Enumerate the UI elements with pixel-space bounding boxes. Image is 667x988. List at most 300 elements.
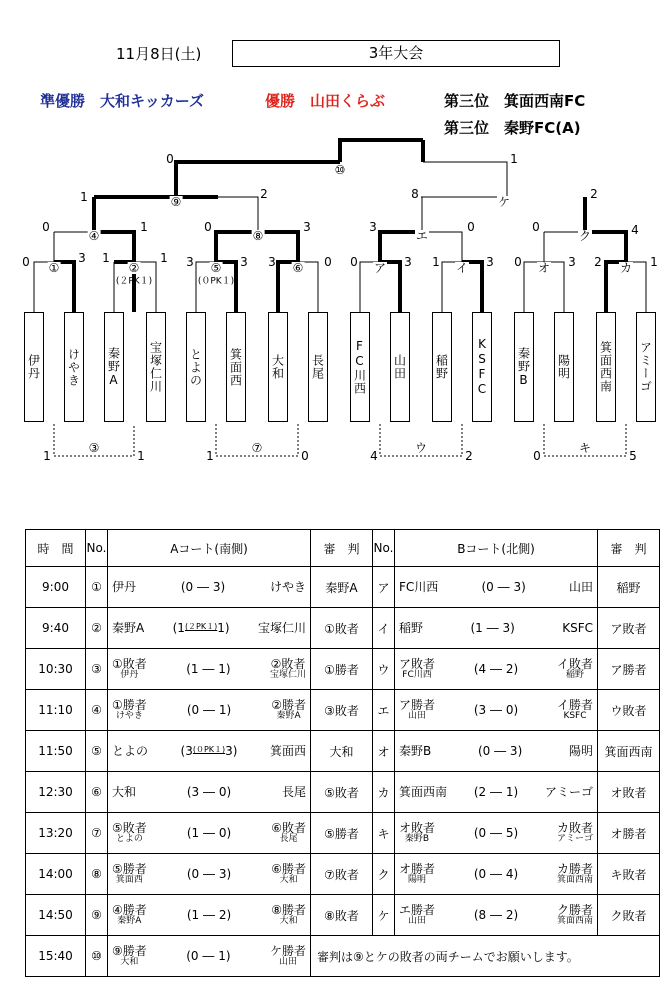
- header-time: 時 間: [26, 530, 86, 567]
- team-1: [112, 945, 147, 967]
- score-r1: 0: [350, 255, 358, 269]
- court-a-match: [108, 772, 311, 813]
- court-b-match: [395, 567, 598, 608]
- team-2-name: 宝塚仁川: [257, 620, 306, 635]
- team-1: [399, 904, 435, 926]
- header-no: No.: [86, 530, 108, 567]
- match-score: (1 ― 1): [186, 662, 231, 676]
- table-row: [26, 731, 660, 772]
- team-2-name: KSFC: [562, 620, 593, 635]
- court-b-match: [395, 731, 598, 772]
- table-header-row: [26, 530, 660, 567]
- referee-note: 審判は⑨とケの敗者の両チームでお願いします。: [311, 936, 660, 977]
- match-no-a: ③: [86, 649, 108, 690]
- team-1: [399, 786, 447, 799]
- team-box: 秦野B: [514, 312, 534, 422]
- team-2-sub: アミーゴ: [556, 834, 593, 844]
- date-label: 11月8日(土): [116, 45, 202, 63]
- match-score: (0 ― 1): [186, 949, 231, 963]
- match-score: (0 ― 3): [481, 580, 526, 594]
- team-2-sub: 長尾: [279, 834, 298, 844]
- team-box: 長尾: [308, 312, 328, 422]
- team-2: [569, 745, 593, 758]
- time-cell: 11:10: [26, 690, 86, 731]
- score-2: 0: [218, 785, 227, 799]
- score-r3: 1: [80, 190, 88, 204]
- court-b-match: [395, 813, 598, 854]
- score-cons: 0: [533, 449, 541, 463]
- team-2-name: ⑧勝者: [271, 903, 306, 917]
- match-no-b: ケ: [373, 895, 395, 936]
- court-b-match: [395, 895, 598, 936]
- team-1: [112, 699, 147, 721]
- team-1-sub: とよの: [115, 834, 143, 844]
- team-box: 山田: [390, 312, 410, 422]
- team-1-name: ⑨勝者: [112, 944, 147, 958]
- team-1-name: 秦野A: [112, 620, 145, 635]
- match-no-b: カ: [373, 772, 395, 813]
- team-2-name: カ敗者: [556, 821, 593, 835]
- score-r1: 2: [594, 255, 602, 269]
- score-r1: 1: [650, 255, 658, 269]
- match-no-b: ク: [373, 854, 395, 895]
- team-box: 箕面西: [226, 312, 246, 422]
- table-row: [26, 690, 660, 731]
- team-1-name: 秦野B: [399, 743, 432, 758]
- score-1: 0: [478, 826, 487, 840]
- score-r1: 0: [514, 255, 522, 269]
- score-cons: 2: [465, 449, 473, 463]
- score-r1: 3: [404, 255, 412, 269]
- header-court-b: Bコート(北側): [395, 530, 598, 567]
- referee-a: ①勝者: [311, 649, 373, 690]
- referee-b: ウ敗者: [598, 690, 660, 731]
- pk-note: (０PK１): [197, 276, 235, 287]
- header-ref-b: 審 判: [598, 530, 660, 567]
- team-2-sub: 箕面西南: [556, 875, 593, 885]
- match-line: [108, 699, 310, 721]
- match-line: [108, 785, 310, 799]
- team-box: 秦野A: [104, 312, 124, 422]
- match-line: [108, 744, 310, 758]
- match-line: [395, 699, 597, 721]
- referee-b: 箕面西南: [598, 731, 660, 772]
- score-1: 0: [478, 867, 487, 881]
- match-no-a: ⑥: [86, 772, 108, 813]
- team-1-name: ④勝者: [112, 903, 147, 917]
- court-a-match: [108, 936, 311, 977]
- court-a-match: [108, 731, 311, 772]
- court-a-match: [108, 854, 311, 895]
- match-node: カ: [619, 261, 633, 275]
- match-no-b: オ: [373, 731, 395, 772]
- team-2-sub: 箕面西南: [556, 916, 593, 926]
- team-1-name: ①勝者: [112, 698, 147, 712]
- match-line: [395, 904, 597, 926]
- match-node: ア: [373, 261, 387, 275]
- team-2-sub: 山田: [278, 957, 297, 967]
- score-cons: 4: [370, 449, 378, 463]
- team-2-name: カ勝者: [556, 862, 593, 876]
- team-1-sub: 山田: [408, 916, 427, 926]
- match-node: ウ: [414, 441, 428, 455]
- team-1-sub: FC川西: [402, 670, 432, 680]
- score-2: 2: [505, 908, 514, 922]
- match-line: [395, 744, 597, 758]
- team-1-name: とよの: [112, 743, 149, 758]
- team-box: けやき: [64, 312, 84, 422]
- match-node: ク: [578, 229, 592, 243]
- score-2: 1: [218, 662, 226, 676]
- score-r1: 3: [568, 255, 576, 269]
- score-2: 5: [505, 826, 514, 840]
- match-score: (8 ― 2): [473, 908, 519, 922]
- match-node: ①: [48, 261, 60, 275]
- score-2: 3: [225, 744, 233, 758]
- score-2: 1: [218, 703, 227, 717]
- team-2-name: ケ勝者: [269, 944, 306, 958]
- score-r2: 0: [204, 220, 212, 234]
- score-cons: 0: [301, 449, 309, 463]
- score-2: 3: [218, 867, 227, 881]
- team-1-name: ア敗者: [399, 657, 436, 671]
- score-2: 4: [505, 867, 514, 881]
- team-1-name: オ敗者: [399, 821, 436, 835]
- team-1-sub: 山田: [408, 711, 427, 721]
- team-2-sub: 大和: [279, 875, 298, 885]
- match-node: イ: [455, 261, 469, 275]
- score-2: 1: [218, 949, 226, 963]
- team-1-name: オ勝者: [399, 862, 436, 876]
- court-b-match: [395, 608, 598, 649]
- team-2-sub: KSFC: [563, 711, 587, 721]
- table-row: [26, 895, 660, 936]
- pk-score: (２PK１): [184, 622, 218, 631]
- team-1: [112, 622, 144, 635]
- score-r2: 0: [467, 220, 475, 234]
- team-1: [112, 658, 147, 680]
- score-r3: 2: [590, 187, 598, 201]
- team-1: [399, 622, 423, 635]
- team-2-sub: 稲野: [565, 670, 584, 680]
- team-box: 箕面西南: [596, 312, 616, 422]
- team-1-sub: 陽明: [408, 875, 427, 885]
- referee-a: ③敗者: [311, 690, 373, 731]
- match-no-b: イ: [373, 608, 395, 649]
- score-1: 0: [482, 744, 491, 758]
- team-1: [399, 581, 438, 594]
- team-box: FC川西: [350, 312, 370, 422]
- match-score: (0 ― 1): [186, 703, 232, 717]
- team-1: [112, 581, 136, 594]
- team-2: [270, 581, 306, 594]
- score-r2: 0: [42, 220, 50, 234]
- team-2: [270, 658, 306, 680]
- match-line: [395, 621, 597, 635]
- team-2: [545, 786, 593, 799]
- team-1: [399, 745, 431, 758]
- match-no-a: ①: [86, 567, 108, 608]
- score-cons: 5: [629, 449, 637, 463]
- match-score: (3 ― 0): [473, 703, 519, 717]
- court-a-match: [108, 690, 311, 731]
- score-r3: 2: [260, 187, 268, 201]
- pk-score: (０PK１): [192, 745, 226, 754]
- score-r1: 3: [240, 255, 248, 269]
- team-1: [399, 863, 435, 885]
- team-2-sub: 大和: [279, 916, 298, 926]
- score-1: 4: [478, 662, 487, 676]
- match-score: $(1^{(2PK1)}1)$: [172, 621, 230, 635]
- match-node: ⑨: [170, 195, 182, 209]
- team-2-name: 陽明: [568, 743, 593, 758]
- referee-a: ⑤敗者: [311, 772, 373, 813]
- team-1: [112, 904, 147, 926]
- champion-label: 優勝 山田くらぶ: [265, 92, 386, 110]
- runner-up-label: 準優勝 大和キッカーズ: [40, 92, 204, 110]
- match-no-a: ⑨: [86, 895, 108, 936]
- score-1: 8: [478, 908, 487, 922]
- team-2-name: ②敗者: [270, 657, 306, 671]
- referee-a: ⑧敗者: [311, 895, 373, 936]
- table-row: [26, 813, 660, 854]
- time-cell: 14:00: [26, 854, 86, 895]
- team-2-name: ②勝者: [271, 698, 306, 712]
- team-1-sub: 箕面西: [115, 875, 143, 885]
- match-line: [108, 945, 310, 967]
- match-score: (0 ― 3): [180, 580, 226, 594]
- team-1-name: ⑤勝者: [112, 862, 147, 876]
- court-b-match: [395, 649, 598, 690]
- score-2: 0: [218, 826, 227, 840]
- score-cons: 1: [137, 449, 145, 463]
- team-2-name: イ敗者: [556, 657, 593, 671]
- score-r3: 8: [411, 187, 419, 201]
- match-score: (0 ― 3): [186, 867, 232, 881]
- score-1: 1: [177, 621, 185, 635]
- table-row: [26, 936, 660, 977]
- score-final: 0: [166, 152, 174, 166]
- team-1: [112, 863, 147, 885]
- team-2: [557, 658, 593, 680]
- team-box: 宝塚仁川: [146, 312, 166, 422]
- team-2: [270, 945, 306, 967]
- team-1-name: ア勝者: [399, 698, 436, 712]
- team-1-name: 大和: [112, 784, 137, 799]
- match-score: (1 ― 2): [186, 908, 232, 922]
- team-1-name: ①敗者: [112, 657, 147, 671]
- team-2-name: イ勝者: [556, 698, 593, 712]
- score-r2: 3: [369, 220, 377, 234]
- court-b-match: [395, 690, 598, 731]
- table-row: [26, 567, 660, 608]
- team-box: アミーゴ: [636, 312, 656, 422]
- match-line: [395, 580, 597, 594]
- match-line: [108, 658, 310, 680]
- match-no-a: ⑧: [86, 854, 108, 895]
- team-2-name: 山田: [568, 579, 593, 594]
- team-2: [282, 786, 306, 799]
- tournament-title: 3年大会: [232, 40, 560, 67]
- score-1: 0: [185, 580, 194, 594]
- score-r2: 1: [140, 220, 148, 234]
- match-no-a: ④: [86, 690, 108, 731]
- score-2: 2: [218, 908, 227, 922]
- match-score: $(3^{(0PK1)}3)$: [180, 744, 238, 758]
- match-no-a: ⑩: [86, 936, 108, 977]
- team-2-name: けやき: [269, 579, 306, 594]
- team-2: [557, 904, 593, 926]
- table-row: [26, 608, 660, 649]
- score-1: 3: [185, 744, 193, 758]
- match-node: ②: [128, 261, 140, 275]
- match-line: [108, 580, 310, 594]
- team-2: [557, 699, 593, 721]
- score-r2: 0: [532, 220, 540, 234]
- schedule-table: [25, 529, 660, 977]
- team-box: 陽明: [554, 312, 574, 422]
- team-2-sub: 宝塚仁川: [269, 670, 306, 680]
- team-1-sub: 大和: [120, 957, 139, 967]
- team-2: [258, 622, 306, 635]
- score-r2: 3: [303, 220, 311, 234]
- match-node: エ: [415, 229, 429, 243]
- team-1-sub: 伊丹: [120, 670, 139, 680]
- match-no-b: ア: [373, 567, 395, 608]
- team-2-name: ク勝者: [556, 903, 593, 917]
- score-r1: 1: [160, 251, 168, 265]
- score-r1: 3: [78, 251, 86, 265]
- referee-b: キ敗者: [598, 854, 660, 895]
- score-1: 0: [191, 867, 200, 881]
- score-r1: 0: [22, 255, 30, 269]
- match-node: キ: [578, 441, 592, 455]
- team-2: [271, 904, 306, 926]
- time-cell: 13:20: [26, 813, 86, 854]
- score-1: 2: [478, 785, 487, 799]
- score-r1: 0: [324, 255, 332, 269]
- match-no-b: ウ: [373, 649, 395, 690]
- time-cell: 11:50: [26, 731, 86, 772]
- team-2: [271, 863, 306, 885]
- score-2: 2: [505, 662, 514, 676]
- match-no-b: キ: [373, 813, 395, 854]
- match-score: (0 ― 4): [473, 867, 519, 881]
- team-1: [399, 699, 435, 721]
- match-score: (1 ― 0): [186, 826, 232, 840]
- third-place-2-label: 第三位 秦野FC(A): [444, 119, 581, 137]
- score-cons: 1: [43, 449, 51, 463]
- referee-b: 稲野: [598, 567, 660, 608]
- court-a-match: [108, 567, 311, 608]
- match-score: (1 ― 3): [470, 621, 515, 635]
- match-line: [395, 822, 597, 844]
- team-2: [569, 581, 593, 594]
- team-2: [557, 822, 593, 844]
- match-line: [395, 863, 597, 885]
- match-no-b: エ: [373, 690, 395, 731]
- court-a-match: [108, 895, 311, 936]
- match-score: (3 ― 0): [186, 785, 232, 799]
- team-1: [112, 786, 136, 799]
- time-cell: 12:30: [26, 772, 86, 813]
- team-2: [271, 822, 306, 844]
- team-1-name: 箕面西南: [399, 784, 448, 799]
- score-1: 0: [190, 949, 199, 963]
- score-1: 0: [486, 580, 494, 594]
- team-1-name: ⑤敗者: [112, 821, 147, 835]
- match-node: ⑥: [292, 261, 304, 275]
- court-a-match: [108, 649, 311, 690]
- team-box: KSFC: [472, 312, 492, 422]
- match-score: (2 ― 1): [473, 785, 519, 799]
- score-2: 0: [505, 703, 514, 717]
- team-1: [112, 822, 147, 844]
- court-b-match: [395, 854, 598, 895]
- score-1: 1: [475, 621, 483, 635]
- match-node: ⑧: [252, 229, 264, 243]
- team-box: 伊丹: [24, 312, 44, 422]
- match-score: (0 ― 3): [477, 744, 523, 758]
- score-r2: 4: [631, 223, 639, 237]
- match-node: オ: [537, 261, 551, 275]
- score-r1: 1: [102, 251, 110, 265]
- score-2: 3: [212, 580, 221, 594]
- score-2: 3: [502, 621, 511, 635]
- score-1: 0: [191, 703, 200, 717]
- team-2-name: ⑥勝者: [271, 862, 306, 876]
- match-node: ⑤: [210, 261, 222, 275]
- match-no-a: ②: [86, 608, 108, 649]
- score-2: 1: [505, 785, 514, 799]
- match-line: [108, 863, 310, 885]
- score-1: 3: [478, 703, 487, 717]
- team-2: [270, 745, 306, 758]
- match-line: [395, 785, 597, 799]
- team-1-sub: 秦野B: [404, 834, 430, 844]
- team-2: [271, 699, 306, 721]
- team-1-name: FC川西: [399, 579, 439, 594]
- score-2: 3: [509, 744, 518, 758]
- table-row: [26, 649, 660, 690]
- team-2-name: 長尾: [281, 784, 306, 799]
- team-1: [112, 745, 148, 758]
- match-score: (0 ― 5): [473, 826, 519, 840]
- schedule-body: [26, 567, 660, 977]
- team-1-sub: けやき: [115, 711, 143, 721]
- match-node: ⑦: [251, 441, 263, 455]
- score-r1: 1: [432, 255, 440, 269]
- time-cell: 9:40: [26, 608, 86, 649]
- time-cell: 14:50: [26, 895, 86, 936]
- referee-a: ①敗者: [311, 608, 373, 649]
- team-1-name: エ勝者: [399, 903, 436, 917]
- team-2-name: ⑥敗者: [271, 821, 306, 835]
- match-line: [395, 658, 597, 680]
- referee-b: オ敗者: [598, 772, 660, 813]
- team-2-name: 箕面西: [269, 743, 306, 758]
- score-cons: 1: [206, 449, 214, 463]
- match-node: ④: [88, 229, 100, 243]
- team-box: 大和: [268, 312, 288, 422]
- team-1: [399, 658, 435, 680]
- score-1: 1: [191, 908, 200, 922]
- referee-b: ア勝者: [598, 649, 660, 690]
- referee-a: ⑤勝者: [311, 813, 373, 854]
- score-1: 1: [190, 662, 199, 676]
- match-node: ケ: [497, 195, 511, 209]
- score-1: 1: [191, 826, 200, 840]
